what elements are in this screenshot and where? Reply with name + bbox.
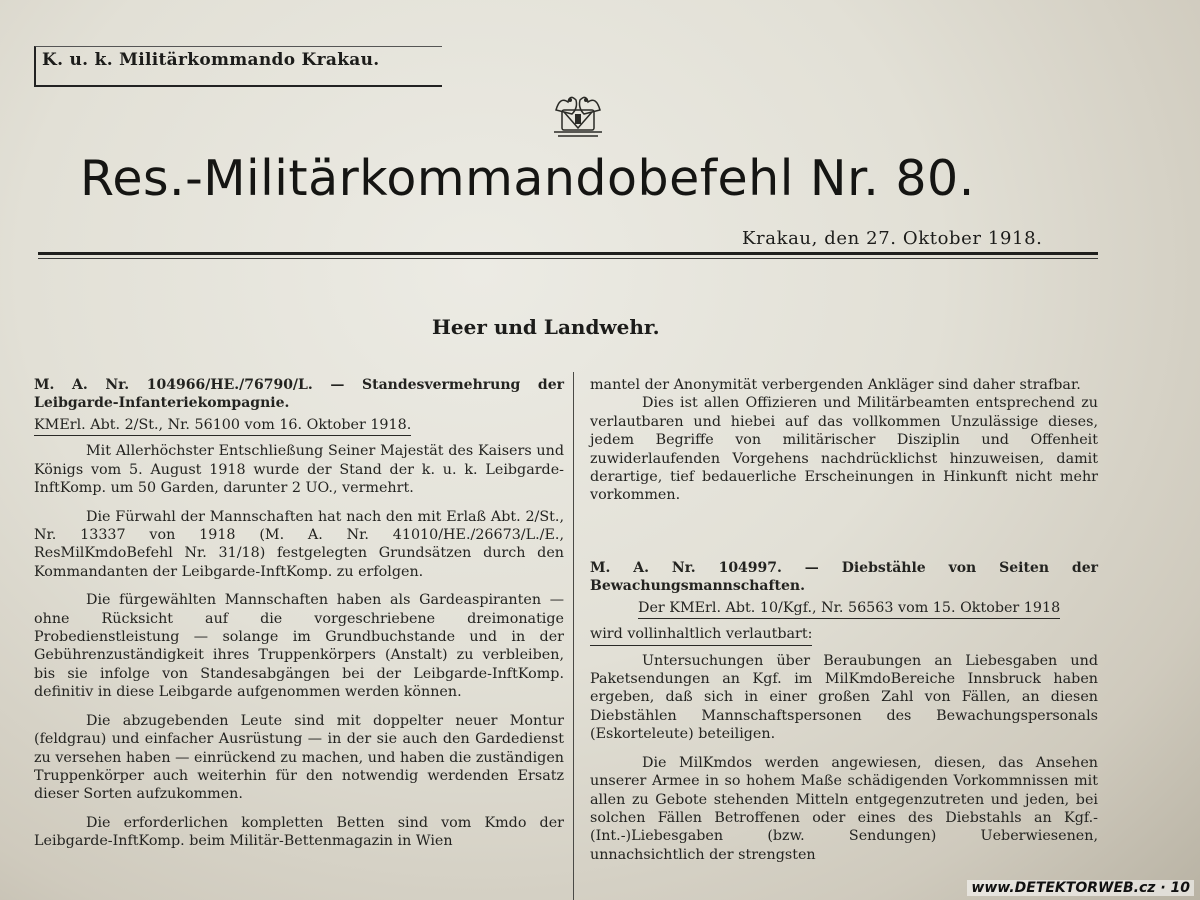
paragraph: Untersuchungen über Beraubungen an Liebesgaben und Paketsendungen an Kgf. im MilKmdoBereiche Innsbruck haben ergeben, daß sich in einer großen Zahl von Fällen, an diesen Diebstählen Mannschaftspersonen des Bewachungspersonals (Eskorteleute) beteiligen. — [590, 652, 1098, 743]
command-header: K. u. k. Militärkommando Krakau. — [42, 50, 380, 70]
order-reference: KMErl. Abt. 2/St., Nr. 56100 vom 16. Oktober 1918. — [34, 416, 411, 436]
dateline: Krakau, den 27. Oktober 1918. — [742, 228, 1043, 249]
coat-of-arms-icon — [548, 92, 608, 138]
right-column — [590, 376, 1098, 864]
order-heading: M. A. Nr. 104997. — Diebstähle von Seiten der Bewachungsmannschaften. — [590, 559, 1098, 594]
paragraph: Die abzugebenden Leute sind mit doppelter neuer Montur (feldgrau) und einfacher Ausrüstung — in der sie auch den Gardedienst zu versehen haben — einrückend zu machen, und haben die zuständigen Truppenkörper auch weiterhin für den notwendig werdenden Ersatz dieser Sorten aufzukommen. — [34, 712, 564, 803]
order-reference-continued: wird vollinhaltlich verlautbart: — [590, 625, 812, 645]
title-rule — [38, 252, 1098, 255]
watermark: www.DETEKTORWEB.cz · 10 — [967, 880, 1194, 896]
continuation-paragraph: Dies ist allen Offizieren und Militärbeamten entsprechend zu verlautbaren und hiebei auf das vollkommen Unzulässige dieses, jedem Begriffe von militärischer Disziplin und Offenheit zuwiderlaufenden Vorgehens nachdrücklichst hinzuweisen, damit derartige, tief bedauerliche Erscheinungen in Hinkunft nicht mehr vorkommen. — [590, 395, 1098, 504]
title-rule-thin — [38, 258, 1098, 259]
paragraph: Die erforderlichen kompletten Betten sind vom Kmdo der Leibgarde-InftKomp. beim Militär-Bettenmagazin in Wien — [34, 814, 564, 850]
paragraph: Die fürgewählten Mannschaften haben als Gardeaspiranten — ohne Rücksicht auf die vorgeschriebene dreimonatige Probedienstleistung — solange im Grundbuchstande und in der Gebührenzuständigkeit ihres Truppenkörpers (Anstalt) zu verbleiben, bis sie infolge von Standesabgängen bei der Leibgarde-InftKomp. definitiv in diese Leibgarde aufgenommen werden können. — [34, 592, 564, 701]
order-reference: Der KMErl. Abt. 10/Kgf., Nr. 56563 vom 15. Oktober 1918 — [638, 599, 1060, 619]
paragraph: Mit Allerhöchster Entschließung Seiner Majestät des Kaisers und Königs vom 5. August 1918 wurde der Stand der k. u. k. Leibgarde-InftKomp. um 50 Garden, darunter 2 UO., vermehrt. — [34, 443, 564, 497]
section-title: Heer und Landwehr. — [432, 315, 660, 339]
left-column — [34, 376, 564, 851]
paragraph: Die MilKmdos werden angewiesen, diesen, das Ansehen unserer Armee in so hohem Maße schädigenden Vorkommnissen mit allen zu Gebote stehenden Mitteln entgegenzutreten und jeden, bei solchen Fällen Betroffenen oder eines des Diebstahls an Kgf.-(Int.-)Liebesgaben (bzw. Sendungen) Ueberwiesenen, unnachsichtlich der strengsten — [590, 754, 1098, 863]
column-divider — [573, 372, 574, 900]
continuation-paragraph: mantel der Anonymität verbergenden Ankläger sind daher strafbar. — [590, 377, 1081, 393]
paragraph: Die Fürwahl der Mannschaften hat nach den mit Erlaß Abt. 2/St., Nr. 13337 von 1918 (M. A. Nr. 41010/HE./26673/L./E., ResMilKmdoBefehl Nr. 31/18) festgelegten Grundsätzen durch den Kommandanten der Leibgarde-InftKomp. zu erfolgen. — [34, 508, 564, 580]
order-heading: M. A. Nr. 104966/HE./76790/L. — Standesvermehrung der Leibgarde-Infanteriekompagnie. — [34, 377, 564, 411]
page-title: Res.-Militärkommandobefehl Nr. 80. — [80, 150, 975, 207]
